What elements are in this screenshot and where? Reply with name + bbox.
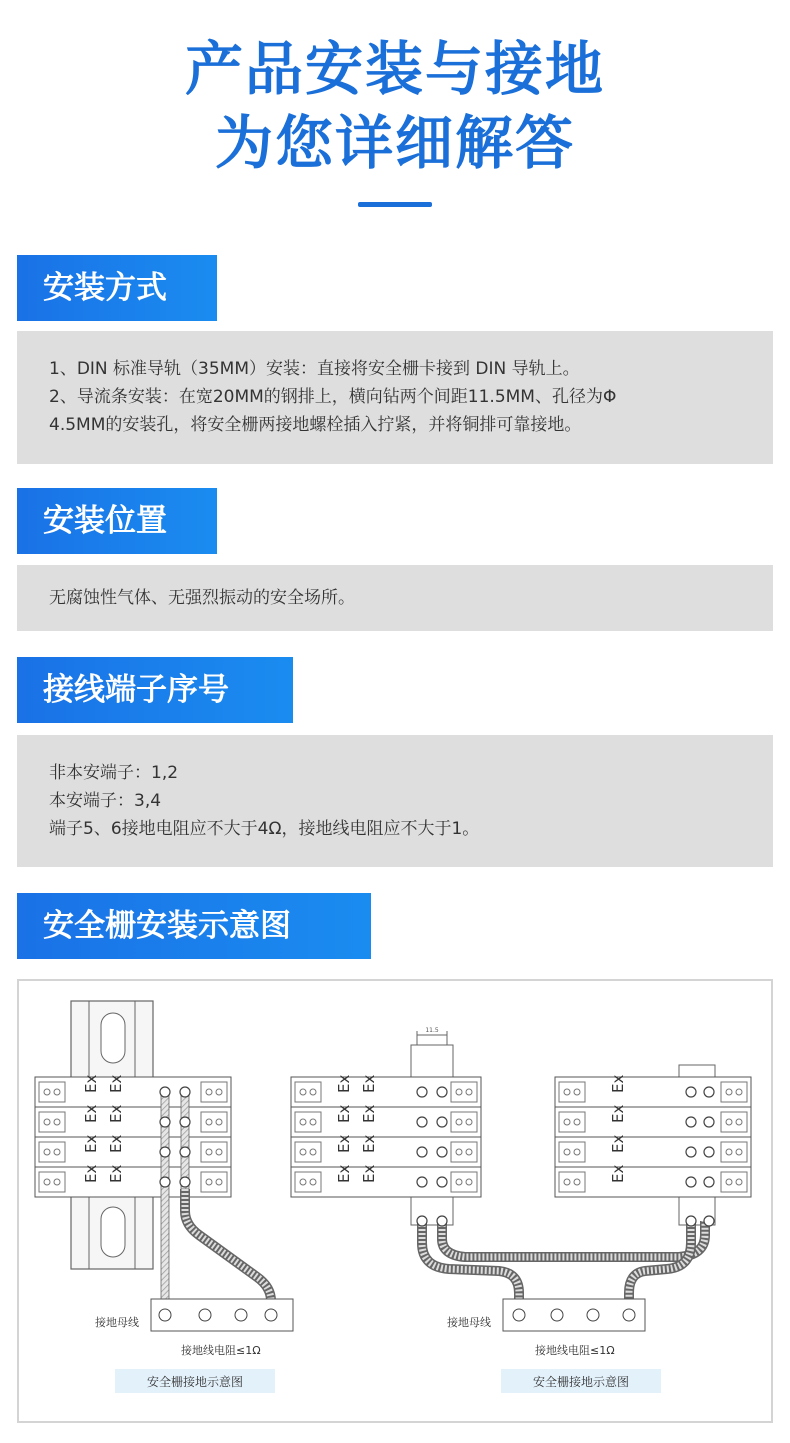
ex-mark: Ex [107, 1164, 125, 1183]
install-method-line-3: 4.5MM的安装孔，将安全栅两接地螺栓插入拧紧，并将铜排可靠接地。 [49, 415, 582, 435]
terminal-line-2: 本安端子：3,4 [49, 791, 162, 811]
ex-mark: Ex [335, 1074, 353, 1093]
resistance-note: 接地线电阻≤1Ω [535, 1344, 615, 1357]
ex-mark: Ex [360, 1104, 378, 1123]
grounding-diagram-svg [19, 981, 771, 1421]
busbar-label: 接地母线 [447, 1316, 491, 1329]
install-location-line-1: 无腐蚀性气体、无强烈振动的安全场所。 [49, 588, 355, 608]
dimension-label: 11.5 [425, 1027, 439, 1034]
ex-mark: Ex [609, 1134, 627, 1153]
ground-strap [181, 1089, 189, 1189]
ex-mark: Ex [360, 1164, 378, 1183]
ex-mark: Ex [609, 1074, 627, 1093]
left-barrier-modules [35, 1075, 231, 1197]
diagram-caption: 安全栅接地示意图 [146, 1375, 244, 1389]
section-body-install-method [17, 331, 773, 464]
right-barrier-modules [555, 1075, 751, 1197]
section-header-diagram: 安全栅安装示意图 [17, 893, 371, 959]
page-title-line-1: 产品安装与接地 [184, 35, 605, 103]
ex-mark: Ex [335, 1164, 353, 1183]
terminal-line-1: 非本安端子：1,2 [49, 763, 179, 783]
install-method-line-1: 1、DIN 标准导轨（35MM）安装：直接将安全栅卡接到 DIN 导轨上。 [49, 359, 580, 379]
ex-mark: Ex [335, 1104, 353, 1123]
diagram-caption: 安全栅接地示意图 [532, 1375, 630, 1389]
right-grounding-assembly [291, 1027, 751, 1393]
section-header-install-location: 安装位置 [17, 488, 217, 554]
middle-barrier-modules [291, 1075, 481, 1197]
section-body-terminal-numbers [17, 735, 773, 867]
rail-slot-bottom [101, 1207, 125, 1257]
section-header-install-method: 安装方式 [17, 255, 217, 321]
ex-mark: Ex [107, 1074, 125, 1093]
rail-slot-top [101, 1013, 125, 1063]
ex-mark: Ex [360, 1074, 378, 1093]
grounding-diagram-figure [17, 979, 773, 1423]
page-title-line-2: 为您详细解答 [214, 109, 575, 177]
left-grounding-assembly [35, 1001, 293, 1393]
title-underline [358, 202, 432, 207]
ex-mark: Ex [335, 1134, 353, 1153]
ex-mark: Ex [360, 1134, 378, 1153]
section-body-install-location [17, 565, 773, 631]
ex-mark: Ex [82, 1134, 100, 1153]
section-header-terminal-numbers: 接线端子序号 [17, 657, 293, 723]
install-method-line-2: 2、导流条安装：在宽20MM的钢排上，横向钻两个间距11.5MM、孔径为Φ [49, 387, 617, 407]
ground-cable [442, 1221, 705, 1257]
ex-mark: Ex [107, 1104, 125, 1123]
ex-mark: Ex [82, 1164, 100, 1183]
ex-mark: Ex [609, 1104, 627, 1123]
ex-mark: Ex [82, 1104, 100, 1123]
ground-cable [185, 1189, 271, 1309]
busbar-label: 接地母线 [95, 1316, 139, 1329]
terminal-line-3: 端子5、6接地电阻应不大于4Ω，接地线电阻应不大于1。 [49, 819, 480, 839]
resistance-note: 接地线电阻≤1Ω [181, 1344, 261, 1357]
ex-mark: Ex [82, 1074, 100, 1093]
ex-mark: Ex [107, 1134, 125, 1153]
ex-mark: Ex [609, 1164, 627, 1183]
